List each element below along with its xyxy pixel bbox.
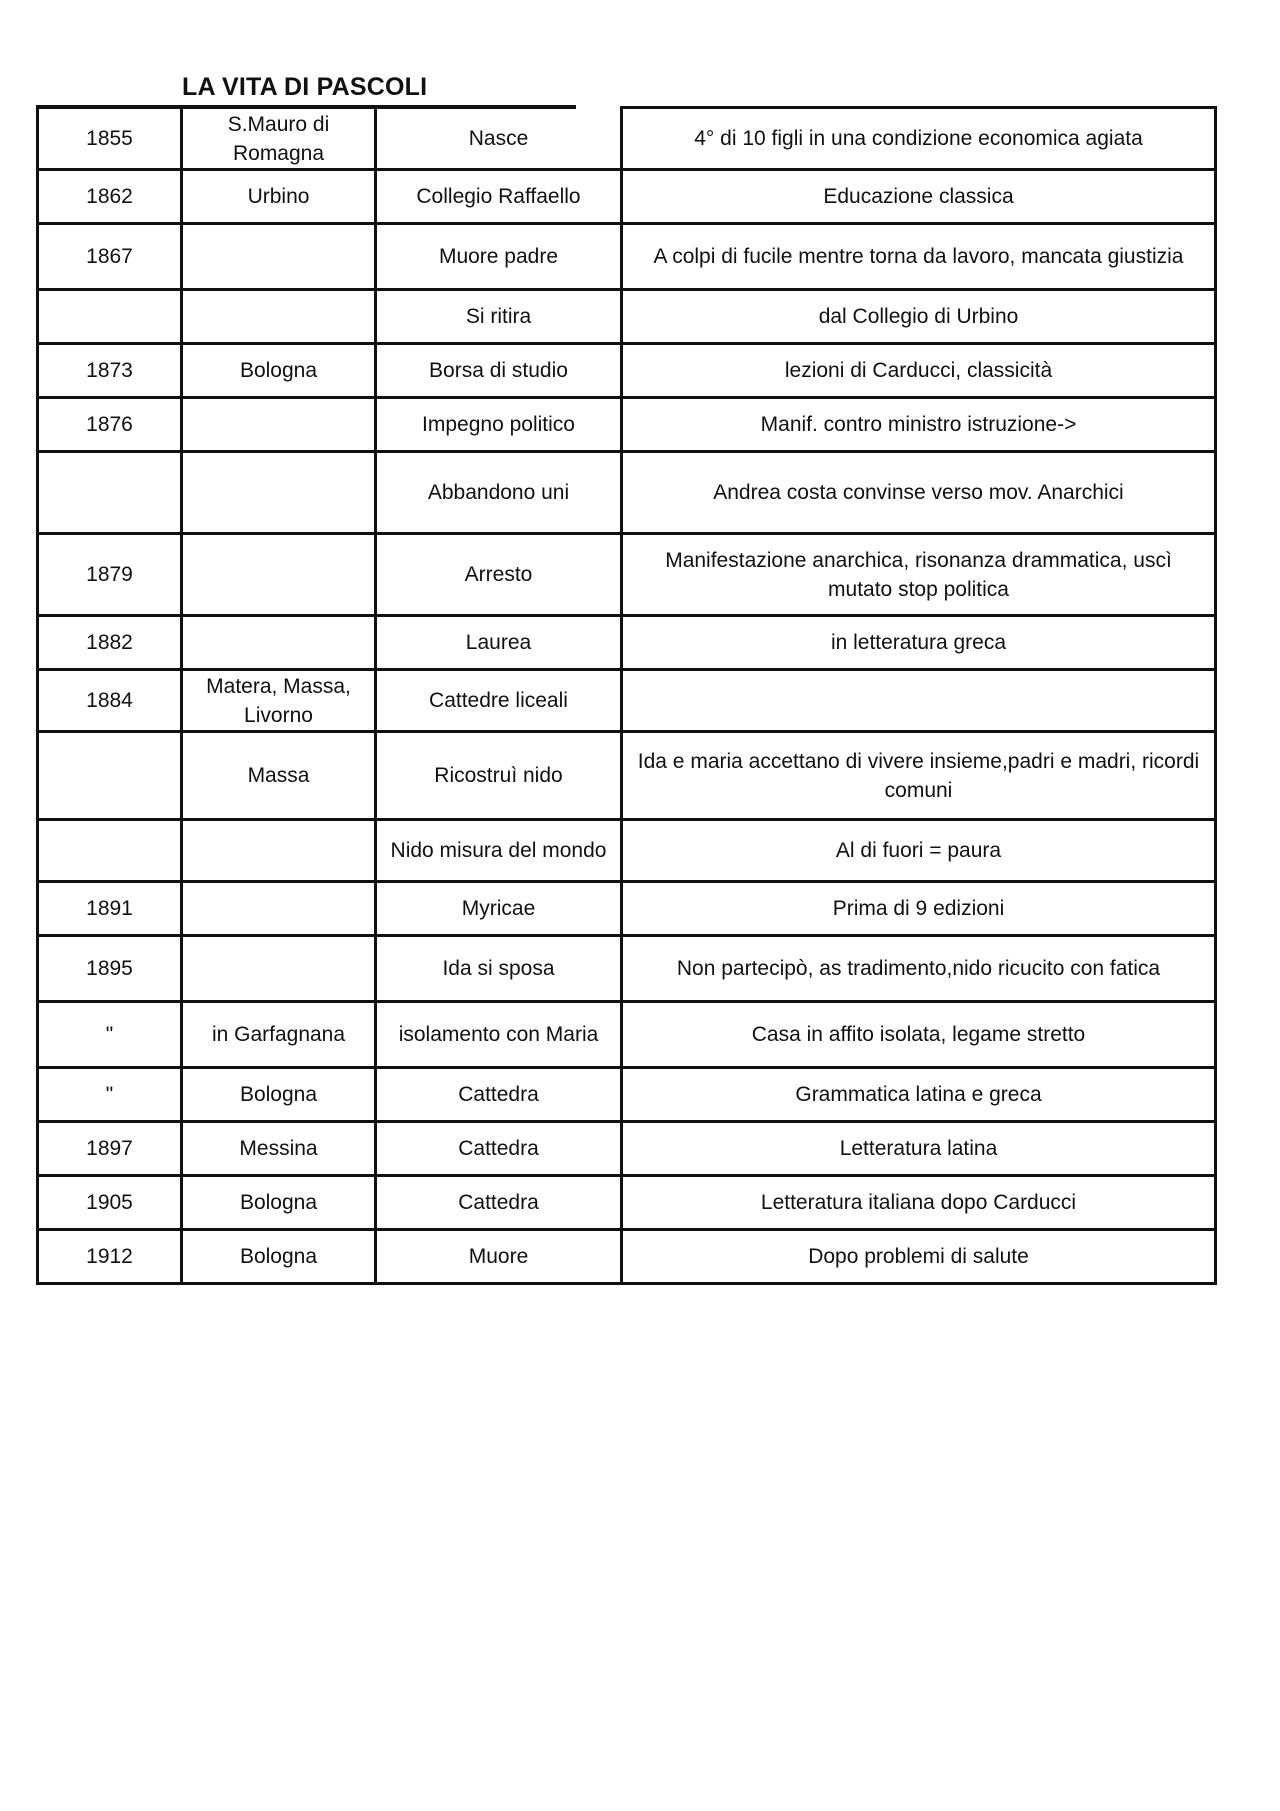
table-row bbox=[38, 398, 1216, 452]
table-row bbox=[38, 882, 1216, 936]
cell-place: Bologna bbox=[182, 1230, 376, 1284]
table-row bbox=[38, 224, 1216, 290]
table-row bbox=[38, 344, 1216, 398]
cell-note: Manifestazione anarchica, risonanza drammatica, uscì mutato stop politica bbox=[622, 534, 1216, 616]
cell-event: Ricostruì nido bbox=[376, 732, 622, 820]
cell-event: Myricae bbox=[376, 882, 622, 936]
cell-year: 1891 bbox=[38, 882, 182, 936]
cell-note: Ida e maria accettano di vivere insieme,padri e madri, ricordi comuni bbox=[622, 732, 1216, 820]
cell-note: Grammatica latina e greca bbox=[622, 1068, 1216, 1122]
timeline-body bbox=[38, 108, 1216, 1284]
cell-place: Messina bbox=[182, 1122, 376, 1176]
cell-year: 1884 bbox=[38, 670, 182, 732]
cell-year: 1876 bbox=[38, 398, 182, 452]
table-row bbox=[38, 534, 1216, 616]
cell-event: Nido misura del mondo bbox=[376, 820, 622, 882]
title-gap bbox=[576, 100, 620, 110]
cell-note: Manif. contro ministro istruzione-> bbox=[622, 398, 1216, 452]
cell-place bbox=[182, 616, 376, 670]
cell-place bbox=[182, 398, 376, 452]
cell-note: Letteratura italiana dopo Carducci bbox=[622, 1176, 1216, 1230]
cell-note: Al di fuori = paura bbox=[622, 820, 1216, 882]
cell-year bbox=[38, 732, 182, 820]
cell-place bbox=[182, 882, 376, 936]
table-row bbox=[38, 670, 1216, 732]
table-row bbox=[38, 1176, 1216, 1230]
page-title: LA VITA DI PASCOLI bbox=[182, 73, 428, 101]
cell-year: 1897 bbox=[38, 1122, 182, 1176]
cell-event: Abbandono uni bbox=[376, 452, 622, 534]
cell-event: Cattedra bbox=[376, 1176, 622, 1230]
cell-year: 1895 bbox=[38, 936, 182, 1002]
cell-year: 1879 bbox=[38, 534, 182, 616]
cell-place bbox=[182, 452, 376, 534]
cell-place bbox=[182, 936, 376, 1002]
cell-place: Massa bbox=[182, 732, 376, 820]
cell-event: Ida si sposa bbox=[376, 936, 622, 1002]
cell-event: Impegno politico bbox=[376, 398, 622, 452]
cell-note: Letteratura latina bbox=[622, 1122, 1216, 1176]
cell-note: Dopo problemi di salute bbox=[622, 1230, 1216, 1284]
table-row bbox=[38, 732, 1216, 820]
cell-note: lezioni di Carducci, classicità bbox=[622, 344, 1216, 398]
cell-note: Educazione classica bbox=[622, 170, 1216, 224]
cell-place bbox=[182, 290, 376, 344]
cell-year bbox=[38, 290, 182, 344]
cell-note: A colpi di fucile mentre torna da lavoro, mancata giustizia bbox=[622, 224, 1216, 290]
table-row bbox=[38, 1122, 1216, 1176]
cell-year: 1867 bbox=[38, 224, 182, 290]
cell-place bbox=[182, 534, 376, 616]
cell-place: Bologna bbox=[182, 1176, 376, 1230]
cell-place: in Garfagnana bbox=[182, 1002, 376, 1068]
cell-event: Nasce bbox=[376, 108, 622, 170]
cell-event: Cattedra bbox=[376, 1068, 622, 1122]
table-row bbox=[38, 1002, 1216, 1068]
cell-event: Cattedre liceali bbox=[376, 670, 622, 732]
cell-note: 4° di 10 figli in una condizione economica agiata bbox=[622, 108, 1216, 170]
cell-event: Arresto bbox=[376, 534, 622, 616]
cell-note bbox=[622, 670, 1216, 732]
cell-year: " bbox=[38, 1068, 182, 1122]
cell-place: S.Mauro di Romagna bbox=[182, 108, 376, 170]
cell-place: Matera, Massa, Livorno bbox=[182, 670, 376, 732]
cell-note: Prima di 9 edizioni bbox=[622, 882, 1216, 936]
cell-note: Casa in affito isolata, legame stretto bbox=[622, 1002, 1216, 1068]
table-row bbox=[38, 108, 1216, 170]
cell-year: 1882 bbox=[38, 616, 182, 670]
cell-event: Collegio Raffaello bbox=[376, 170, 622, 224]
cell-event: Si ritira bbox=[376, 290, 622, 344]
cell-event: Cattedra bbox=[376, 1122, 622, 1176]
table-row bbox=[38, 170, 1216, 224]
table-row bbox=[38, 936, 1216, 1002]
cell-note: dal Collegio di Urbino bbox=[622, 290, 1216, 344]
cell-event: Borsa di studio bbox=[376, 344, 622, 398]
table-row bbox=[38, 290, 1216, 344]
cell-place: Bologna bbox=[182, 344, 376, 398]
timeline-table bbox=[36, 106, 1217, 1285]
cell-place bbox=[182, 224, 376, 290]
cell-event: Muore bbox=[376, 1230, 622, 1284]
cell-year: 1862 bbox=[38, 170, 182, 224]
cell-event: isolamento con Maria bbox=[376, 1002, 622, 1068]
cell-note: Andrea costa convinse verso mov. Anarchici bbox=[622, 452, 1216, 534]
table-row bbox=[38, 452, 1216, 534]
cell-event: Laurea bbox=[376, 616, 622, 670]
cell-event: Muore padre bbox=[376, 224, 622, 290]
cell-place bbox=[182, 820, 376, 882]
cell-place: Bologna bbox=[182, 1068, 376, 1122]
table-row bbox=[38, 1230, 1216, 1284]
cell-year: 1912 bbox=[38, 1230, 182, 1284]
cell-place: Urbino bbox=[182, 170, 376, 224]
cell-note: Non partecipò, as tradimento,nido ricucito con fatica bbox=[622, 936, 1216, 1002]
cell-year bbox=[38, 452, 182, 534]
cell-year: 1905 bbox=[38, 1176, 182, 1230]
table-row bbox=[38, 820, 1216, 882]
cell-note: in letteratura greca bbox=[622, 616, 1216, 670]
table-row bbox=[38, 616, 1216, 670]
cell-year: " bbox=[38, 1002, 182, 1068]
table-row bbox=[38, 1068, 1216, 1122]
cell-year: 1855 bbox=[38, 108, 182, 170]
cell-year: 1873 bbox=[38, 344, 182, 398]
cell-year bbox=[38, 820, 182, 882]
